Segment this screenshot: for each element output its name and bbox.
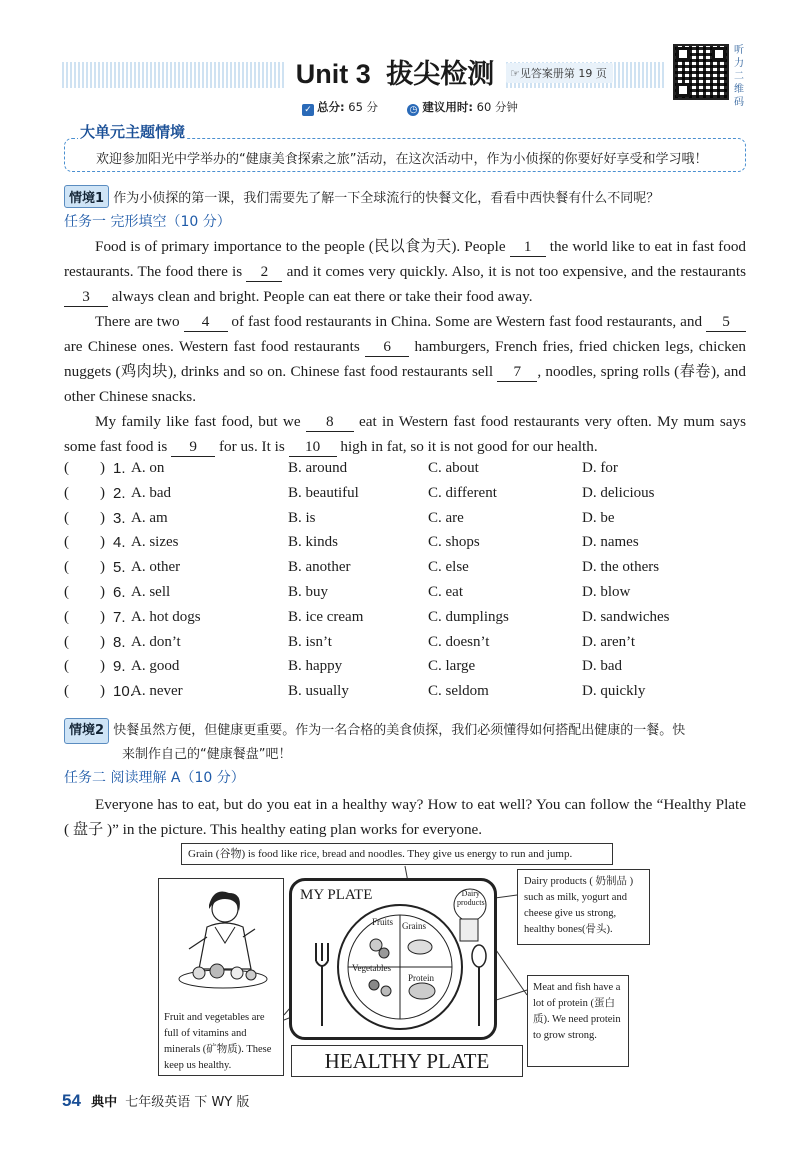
answer-paren-close: ) [100, 484, 105, 501]
reading-intro [64, 792, 746, 842]
option-c[interactable]: C. are [428, 509, 464, 526]
option-a[interactable]: A. good [131, 658, 180, 675]
footer [62, 1091, 249, 1111]
question-row [64, 609, 754, 634]
healthy-plate-title: HEALTHY PLATE [291, 1045, 523, 1077]
answer-paren-close: ) [100, 683, 105, 700]
book-title: 七年级英语 下 WY 版 [125, 1095, 250, 1110]
option-d[interactable]: D. quickly [582, 683, 646, 700]
answer-paren-close: ) [100, 559, 105, 576]
option-d[interactable]: D. delicious [582, 484, 655, 501]
option-b[interactable]: B. another [288, 559, 351, 576]
total-label: 总分: [317, 100, 345, 114]
blank-4[interactable]: 4 [184, 313, 228, 332]
answer-paren-open[interactable]: ( [64, 658, 69, 675]
question-row [64, 683, 754, 708]
option-d[interactable]: D. sandwiches [582, 608, 670, 625]
passage-text: and it comes very quickly. Also, it is not too expensive, and the restaurants [282, 263, 746, 280]
passage-text: Food is of primary importance to the people (民以食为天). People [95, 238, 510, 255]
answer-paren-close: ) [100, 608, 105, 625]
passage-paragraph-2 [64, 309, 746, 409]
option-b[interactable]: B. buy [288, 584, 329, 600]
option-b[interactable]: B. kinds [288, 534, 339, 551]
checkbox-icon: ✓ [302, 104, 314, 116]
option-d[interactable]: D. be [582, 509, 615, 526]
option-d[interactable]: D. for [582, 460, 618, 476]
question-number: 6. [113, 584, 126, 601]
option-a[interactable]: A. am [131, 509, 168, 526]
blank-5[interactable]: 5 [706, 313, 746, 332]
spoon-icon [472, 945, 486, 1026]
answer-paren-close: ) [100, 509, 105, 526]
question-row [64, 510, 754, 535]
unit-title [285, 54, 505, 94]
blank-3[interactable]: 3 [64, 288, 108, 307]
scenario-1-label: 情境1 [64, 185, 109, 208]
answer-reference-text: 见答案册第 19 页 [519, 67, 607, 80]
brand-logo: 典中 [91, 1095, 118, 1110]
option-c[interactable]: C. different [428, 484, 497, 501]
passage-text: are Chinese ones. Western fast food restaurants [64, 338, 366, 355]
option-d[interactable]: D. blow [582, 584, 631, 600]
score-line [302, 99, 518, 116]
option-c[interactable]: C. eat [428, 584, 463, 600]
scenario-1-text: 作为小侦探的第一课，我们需要先了解一下全球流行的快餐文化，看看中西快餐有什么不同呢？ [113, 191, 660, 206]
pointer-icon: ☞ [510, 67, 520, 80]
option-d[interactable]: D. the others [582, 559, 660, 576]
page-number: 54 [62, 1091, 81, 1110]
option-a[interactable]: A. bad [131, 484, 171, 501]
question-row [64, 584, 754, 609]
plate-label-fruits: Fruits [372, 917, 394, 927]
plate-label-protein: Protein [408, 973, 434, 983]
task-1-title: 任务一 完形填空（10 分） [64, 214, 231, 230]
my-plate-title: MY PLATE [300, 887, 373, 903]
option-b[interactable]: B. is [288, 509, 316, 526]
question-row [64, 658, 754, 683]
fork-icon [316, 943, 328, 1026]
answer-paren-close: ) [100, 534, 105, 551]
option-b[interactable]: B. ice cream [288, 608, 364, 625]
option-c[interactable]: C. dumplings [428, 608, 509, 625]
time-label: 建议用时: [422, 100, 473, 114]
answer-paren-open[interactable]: ( [64, 633, 69, 650]
passage-text: There are two [95, 313, 184, 330]
meat-note: Meat and fish have a lot of protein (蛋白质). We need protein to grow strong. [527, 975, 629, 1067]
question-number: 10. [113, 683, 134, 701]
answer-paren-open[interactable]: ( [64, 584, 69, 600]
option-c[interactable]: C. doesn’t [428, 633, 490, 650]
scenario-2 [64, 718, 754, 766]
option-c[interactable]: C. large [428, 658, 476, 675]
answer-paren-open[interactable]: ( [64, 484, 69, 501]
clock-icon: ◷ [407, 104, 419, 116]
option-b[interactable]: B. beautiful [288, 484, 359, 501]
answer-paren-close: ) [100, 633, 105, 650]
plate-label-dairy [457, 889, 485, 907]
passage-text: the world like to eat in fast food restaurants. The food there is [64, 238, 747, 280]
question-row [64, 534, 754, 559]
blank-10[interactable]: 10 [289, 438, 337, 457]
dairy-note: Dairy products ( 奶制品 ) such as milk, yogurt and cheese give us strong, healthy bones(骨头). [517, 869, 650, 945]
qr-code-icon[interactable] [673, 44, 729, 100]
option-c[interactable]: C. else [428, 559, 469, 576]
scenario-2-text-line1: 快餐虽然方便，但健康更重要。作为一名合格的美食侦探，我们必须懂得如何搭配出健康的一餐。快 [113, 723, 686, 738]
question-number: 8. [113, 633, 126, 651]
cook-illustration [159, 879, 283, 999]
passage-text: , noodles, spring rolls (春卷), and other Chinese snacks. [64, 363, 746, 405]
passage-paragraph-1 [64, 234, 746, 309]
passage-text: of fast food restaurants in China. Some are Western fast food restaurants, and [227, 313, 706, 330]
blank-9[interactable]: 9 [171, 438, 215, 457]
scenario-2-text-line2: 来制作自己的“健康餐盘”吧！ [122, 747, 292, 762]
option-a[interactable]: A. don’t [131, 633, 181, 650]
theme-text: 欢迎参加阳光中学举办的“健康美食探索之旅”活动，在这次活动中，作为小侦探的你要好好享受和学习哦！ [96, 152, 708, 167]
total-value: 65 分 [348, 100, 379, 114]
question-number: 4. [113, 534, 126, 552]
scenario-1 [64, 185, 754, 208]
unit-number: Unit 3 [295, 59, 371, 89]
passage-text: for us. It is [215, 438, 289, 455]
question-number: 1. [113, 460, 126, 477]
question-number: 7. [113, 608, 126, 626]
option-d[interactable]: D. bad [582, 658, 622, 675]
qr-side-label: 听力二维码 [734, 45, 744, 108]
answer-paren-open[interactable]: ( [64, 608, 69, 625]
blank-8[interactable]: 8 [306, 413, 354, 432]
question-number: 3. [113, 509, 126, 527]
plate-label-dairy-2: products [457, 898, 485, 907]
option-d[interactable]: D. names [582, 534, 639, 551]
passage-text: eat in Western fast food restaurants very often. My mum says some fast food is [64, 413, 747, 455]
my-plate-panel [289, 878, 497, 1040]
option-b[interactable]: B. around [288, 460, 348, 476]
passage-text: high in fat, so it is not good for our health. [336, 438, 598, 455]
plate-label-grains: Grains [402, 921, 426, 931]
question-number: 5. [113, 559, 126, 577]
option-c[interactable]: C. about [428, 460, 479, 476]
blank-7[interactable]: 7 [497, 363, 537, 382]
question-row [64, 485, 754, 510]
plate-label-vegetables: Vegetables [352, 963, 391, 973]
answer-paren-open[interactable]: ( [64, 509, 69, 526]
question-row [64, 559, 754, 584]
plate-label-dairy-1: Dairy [461, 889, 480, 898]
blank-1[interactable]: 1 [510, 238, 546, 257]
option-c[interactable]: C. seldom [428, 683, 489, 700]
fruit-note-panel [158, 878, 284, 1076]
question-row [64, 634, 754, 659]
blank-2[interactable]: 2 [246, 263, 282, 282]
answer-paren-open[interactable]: ( [64, 460, 69, 476]
option-a[interactable]: A. other [131, 559, 181, 576]
question-number: 2. [113, 484, 126, 502]
option-c[interactable]: C. shops [428, 534, 480, 551]
option-a[interactable]: A. on [131, 460, 165, 476]
answer-paren-close: ) [100, 584, 105, 600]
option-b[interactable]: B. happy [288, 658, 343, 675]
option-b[interactable]: B. isn’t [288, 633, 332, 650]
answer-paren-close: ) [100, 460, 105, 476]
answer-paren-open[interactable]: ( [64, 559, 69, 576]
option-d[interactable]: D. aren’t [582, 633, 636, 650]
option-a[interactable]: A. never [131, 683, 183, 700]
blank-6[interactable]: 6 [365, 338, 409, 357]
question-number: 9. [113, 658, 126, 676]
passage-text: hamburgers, French fries, fried chicken legs, chicken nuggets (鸡肉块), drinks and so on. Chinese fast food restaurants sell [64, 338, 746, 380]
passage-text: always clean and bright. People can eat there or take their food away. [108, 288, 533, 305]
option-a[interactable]: A. hot dogs [131, 608, 201, 625]
answer-paren-close: ) [100, 658, 105, 675]
scenario-2-label: 情境2 [64, 718, 109, 744]
answer-paren-open[interactable]: ( [64, 534, 69, 551]
time-value: 60 分钟 [476, 100, 518, 114]
task-2-title: 任务二 阅读理解 A（10 分） [64, 770, 245, 786]
option-a[interactable]: A. sell [131, 584, 171, 600]
option-b[interactable]: B. usually [288, 683, 349, 700]
answer-paren-open[interactable]: ( [64, 683, 69, 700]
passage-text: My family like fast food, but we [95, 413, 306, 430]
theme-tag: 大单元主题情境 [80, 123, 186, 141]
grain-note: Grain (谷物) is food like rice, bread and noodles. They give us energy to run and jump. [181, 843, 613, 865]
unit-title-cn: 拔尖检测 [386, 59, 495, 90]
passage-paragraph-3 [64, 409, 746, 459]
question-row [64, 460, 754, 485]
answer-reference [506, 63, 613, 83]
reading-intro-text: Everyone has to eat, but do you eat in a healthy way? How to eat well? You can follow the “Healthy Plate ( 盘子 )” in the picture. This healthy eating plan works for everyone. [64, 796, 746, 838]
option-a[interactable]: A. sizes [131, 534, 179, 551]
fruit-note: Fruit and vegetables are full of vitamins and minerals (矿物质). These keep us healthy. [164, 1012, 272, 1071]
